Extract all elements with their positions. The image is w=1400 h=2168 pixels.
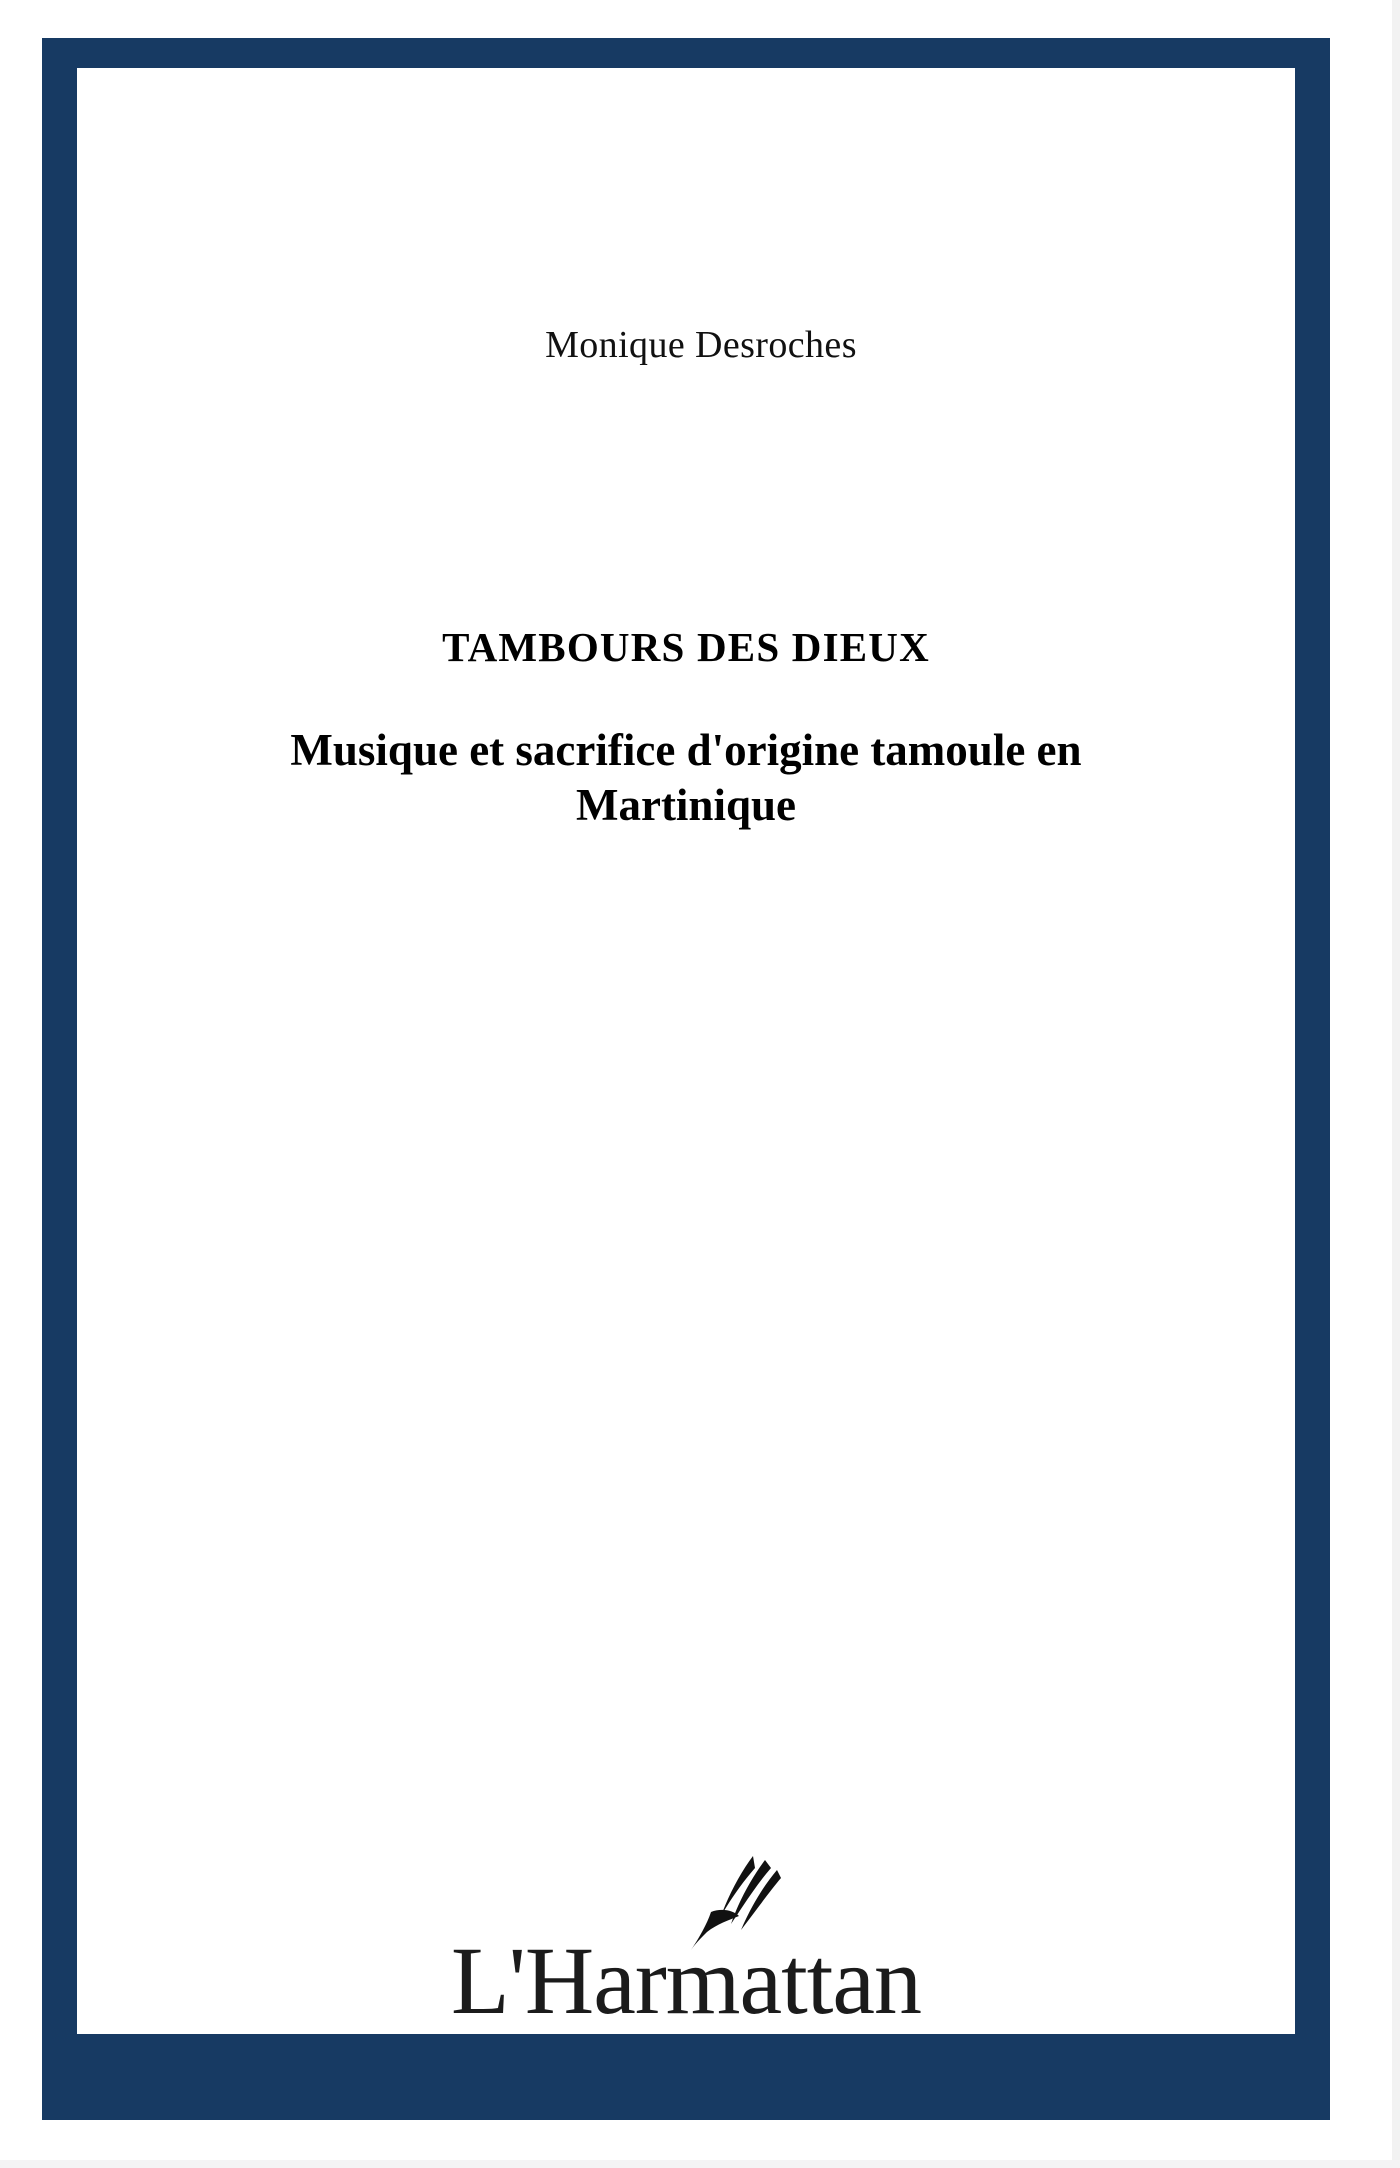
publisher-name: L'Harmattan bbox=[450, 1927, 922, 2034]
subtitle: Musique et sacrifice d'origine tamoule en Martinique bbox=[290, 725, 1082, 830]
logo-bar-right bbox=[866, 2080, 1090, 2106]
logo-bar-left bbox=[284, 2080, 506, 2106]
title-block bbox=[77, 623, 1295, 833]
author-name: Monique Desroches bbox=[545, 324, 857, 366]
cover-paper bbox=[77, 68, 1295, 2034]
page-edge-right bbox=[1392, 0, 1400, 2168]
page-title: TAMBOURS DES DIEUX bbox=[442, 624, 930, 670]
publisher-logo bbox=[77, 1852, 1295, 2042]
page-edge-bottom bbox=[0, 2160, 1400, 2168]
cover-frame bbox=[42, 38, 1330, 2120]
